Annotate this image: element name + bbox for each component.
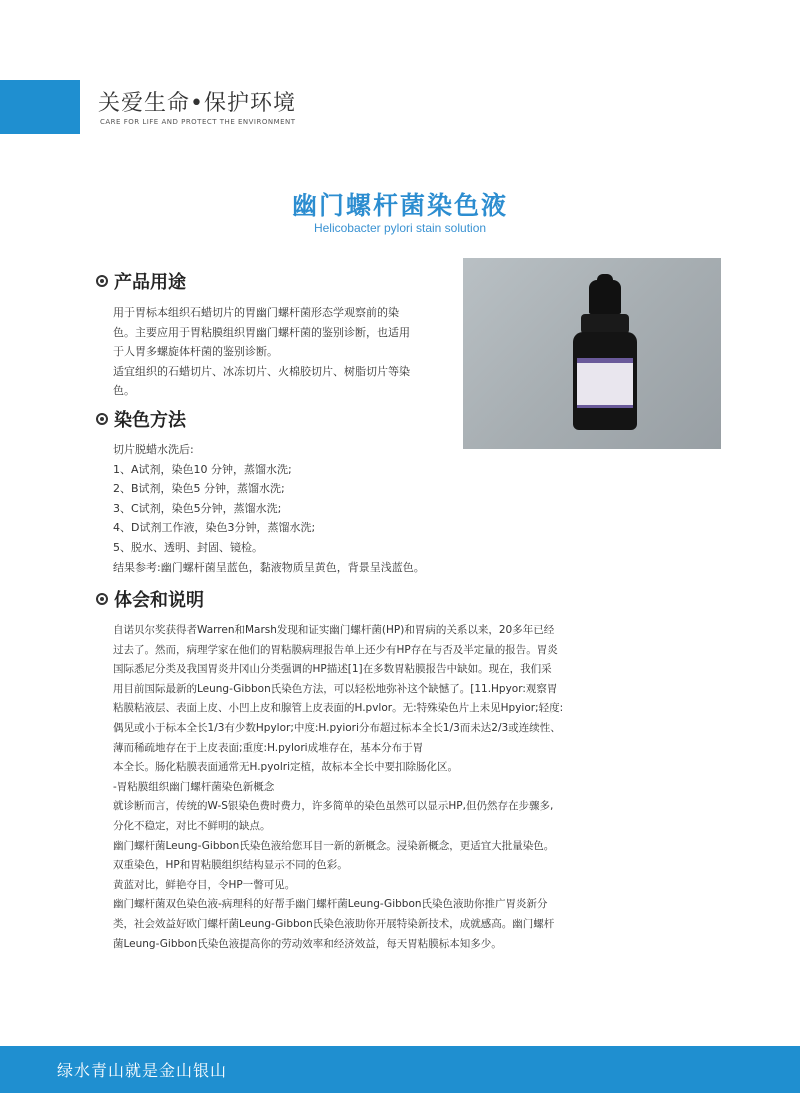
text-line: 5、脱水、透明、封固、镜检。 bbox=[113, 540, 263, 554]
footer-bar bbox=[0, 1046, 800, 1093]
section-heading-text: 产品用途 bbox=[114, 272, 186, 293]
text-line: 3、C试剂，染色5分钟，蒸馏水洗; bbox=[113, 501, 282, 515]
text-line: 本全长。肠化粘膜表面通常无H.pyolri定植，故标本全长中要扣除肠化区。 bbox=[113, 761, 459, 774]
text-line: -胃粘膜组织幽门螺杆菌染色新概念 bbox=[113, 780, 275, 793]
product-photo bbox=[463, 258, 721, 449]
text-line: 用目前国际最新的Leung-Gibbon氏染色方法，可以轻松地弥补这个缺憾了。[11.Hpyor:观察胃 bbox=[113, 682, 558, 695]
text-line: 双重染色，HP和胃粘膜组织结构显示不同的色彩。 bbox=[113, 859, 348, 872]
text-line: 过去了。然而，病理学家在他们的胃粘膜病理报告单上还少有HP存在与否及半定量的报告。胃炎 bbox=[113, 643, 558, 656]
section-heading-notes bbox=[96, 586, 204, 612]
text-line: 菌Leung-Gibbon氏染色液提高你的劳动效率和经济效益，每天胃粘膜标本知多少。 bbox=[113, 937, 502, 950]
method-paragraph bbox=[113, 440, 513, 577]
usage-paragraph bbox=[113, 303, 443, 401]
bottle-cap bbox=[589, 280, 621, 314]
page-subtitle: Helicobacter pylori stain solution bbox=[313, 221, 487, 235]
text-line: 国际悉尼分类及我国胃炎井冈山分类强调的HP描述[1]在多数胃粘膜报告中缺如。现在，我们采 bbox=[113, 663, 552, 676]
bottle-neck bbox=[581, 314, 629, 334]
page-title: 幽门螺杆菌染色液 bbox=[291, 191, 508, 220]
text-line: 色。主要应用于胃粘膜组织胃幽门螺杆菌的鉴别诊断，也适用 bbox=[113, 325, 410, 339]
text-line: 用于胃标本组织石蜡切片的胃幽门螺杆菌形态学观察前的染 bbox=[113, 306, 399, 319]
text-line: 幽门螺杆菌双色染色液-病理科的好帮手幽门螺杆菌Leung-Gibbon氏染色液助你推广胃炎新分 bbox=[113, 898, 548, 911]
notes-paragraph bbox=[113, 621, 613, 954]
text-line: 就诊断而言，传统的W-S银染色费时费力，许多简单的染色虽然可以显示HP,但仍然存在步骤多, bbox=[113, 800, 554, 813]
text-line: 自诺贝尔奖获得者Warren和Marsh发现和证实幽门螺杆菌(HP)和胃病的关系以来，20多年已经 bbox=[113, 624, 555, 636]
text-line: 1、A试剂，染色10 分钟，蒸馏水洗; bbox=[113, 462, 292, 476]
text-line: 薄而稀疏地存在于上皮表面;重度:H.pylori成堆存在，基本分布于胃 bbox=[113, 741, 424, 754]
bullet-icon bbox=[96, 413, 108, 425]
text-line: 结果参考:幽门螺杆菌呈蓝色，黏液物质呈黄色，背景呈浅蓝色。 bbox=[113, 560, 425, 574]
bullet-icon bbox=[96, 275, 108, 287]
text-line: 切片脱蜡水洗后: bbox=[113, 443, 194, 456]
text-line: 4、D试剂工作液，染色3分钟，蒸馏水洗; bbox=[113, 521, 316, 535]
text-line: 于人胃多螺旋体杆菌的鉴别诊断。 bbox=[113, 345, 278, 359]
header-slogan-english: CARE FOR LIFE AND PROTECT THE ENVIRONMENT bbox=[100, 118, 296, 126]
bottle-label bbox=[577, 358, 633, 408]
text-line: 黄蓝对比，鲜艳夺目，令HP一瞥可见。 bbox=[113, 878, 296, 891]
header-accent-bar bbox=[0, 80, 80, 134]
text-line: 粘膜粘液层、表面上皮、小凹上皮和腺管上皮表面的H.pvlor。无:特殊染色片上未见Hpyior;轻度: bbox=[113, 702, 564, 715]
bullet-icon bbox=[96, 593, 108, 605]
text-line: 适宜组织的石蜡切片、冰冻切片、火棉胶切片、树脂切片等染 bbox=[113, 364, 410, 378]
text-line: 色。 bbox=[113, 384, 135, 398]
text-line: 类，社会效益好欧门螺杆菌Leung-Gibbon氏染色液助你开展特染新技术，成就感高。幽门螺杆 bbox=[113, 917, 555, 930]
text-line: 分化不稳定，对比不鲜明的缺点。 bbox=[113, 819, 271, 832]
header-slogan: 关爱生命•保护环境 bbox=[98, 91, 296, 116]
section-heading-usage bbox=[96, 268, 186, 294]
text-line: 偶见或小于标本全长1/3有少数Hpylor;中度:H.pyiori分布超过标本全长1/3而未达2/3或连续性、 bbox=[113, 721, 561, 734]
section-heading-method bbox=[96, 406, 186, 432]
text-line: 2、B试剂，染色5 分钟，蒸馏水洗; bbox=[113, 482, 285, 496]
text-line: 幽门螺杆菌Leung-Gibbon氏染色液给您耳目一新的新概念。浸染新概念，更适宜大批量染色。 bbox=[113, 839, 555, 852]
footer-slogan: 绿水青山就是金山银山 bbox=[57, 1061, 228, 1080]
section-heading-text: 体会和说明 bbox=[114, 590, 204, 611]
section-heading-text: 染色方法 bbox=[114, 410, 186, 431]
